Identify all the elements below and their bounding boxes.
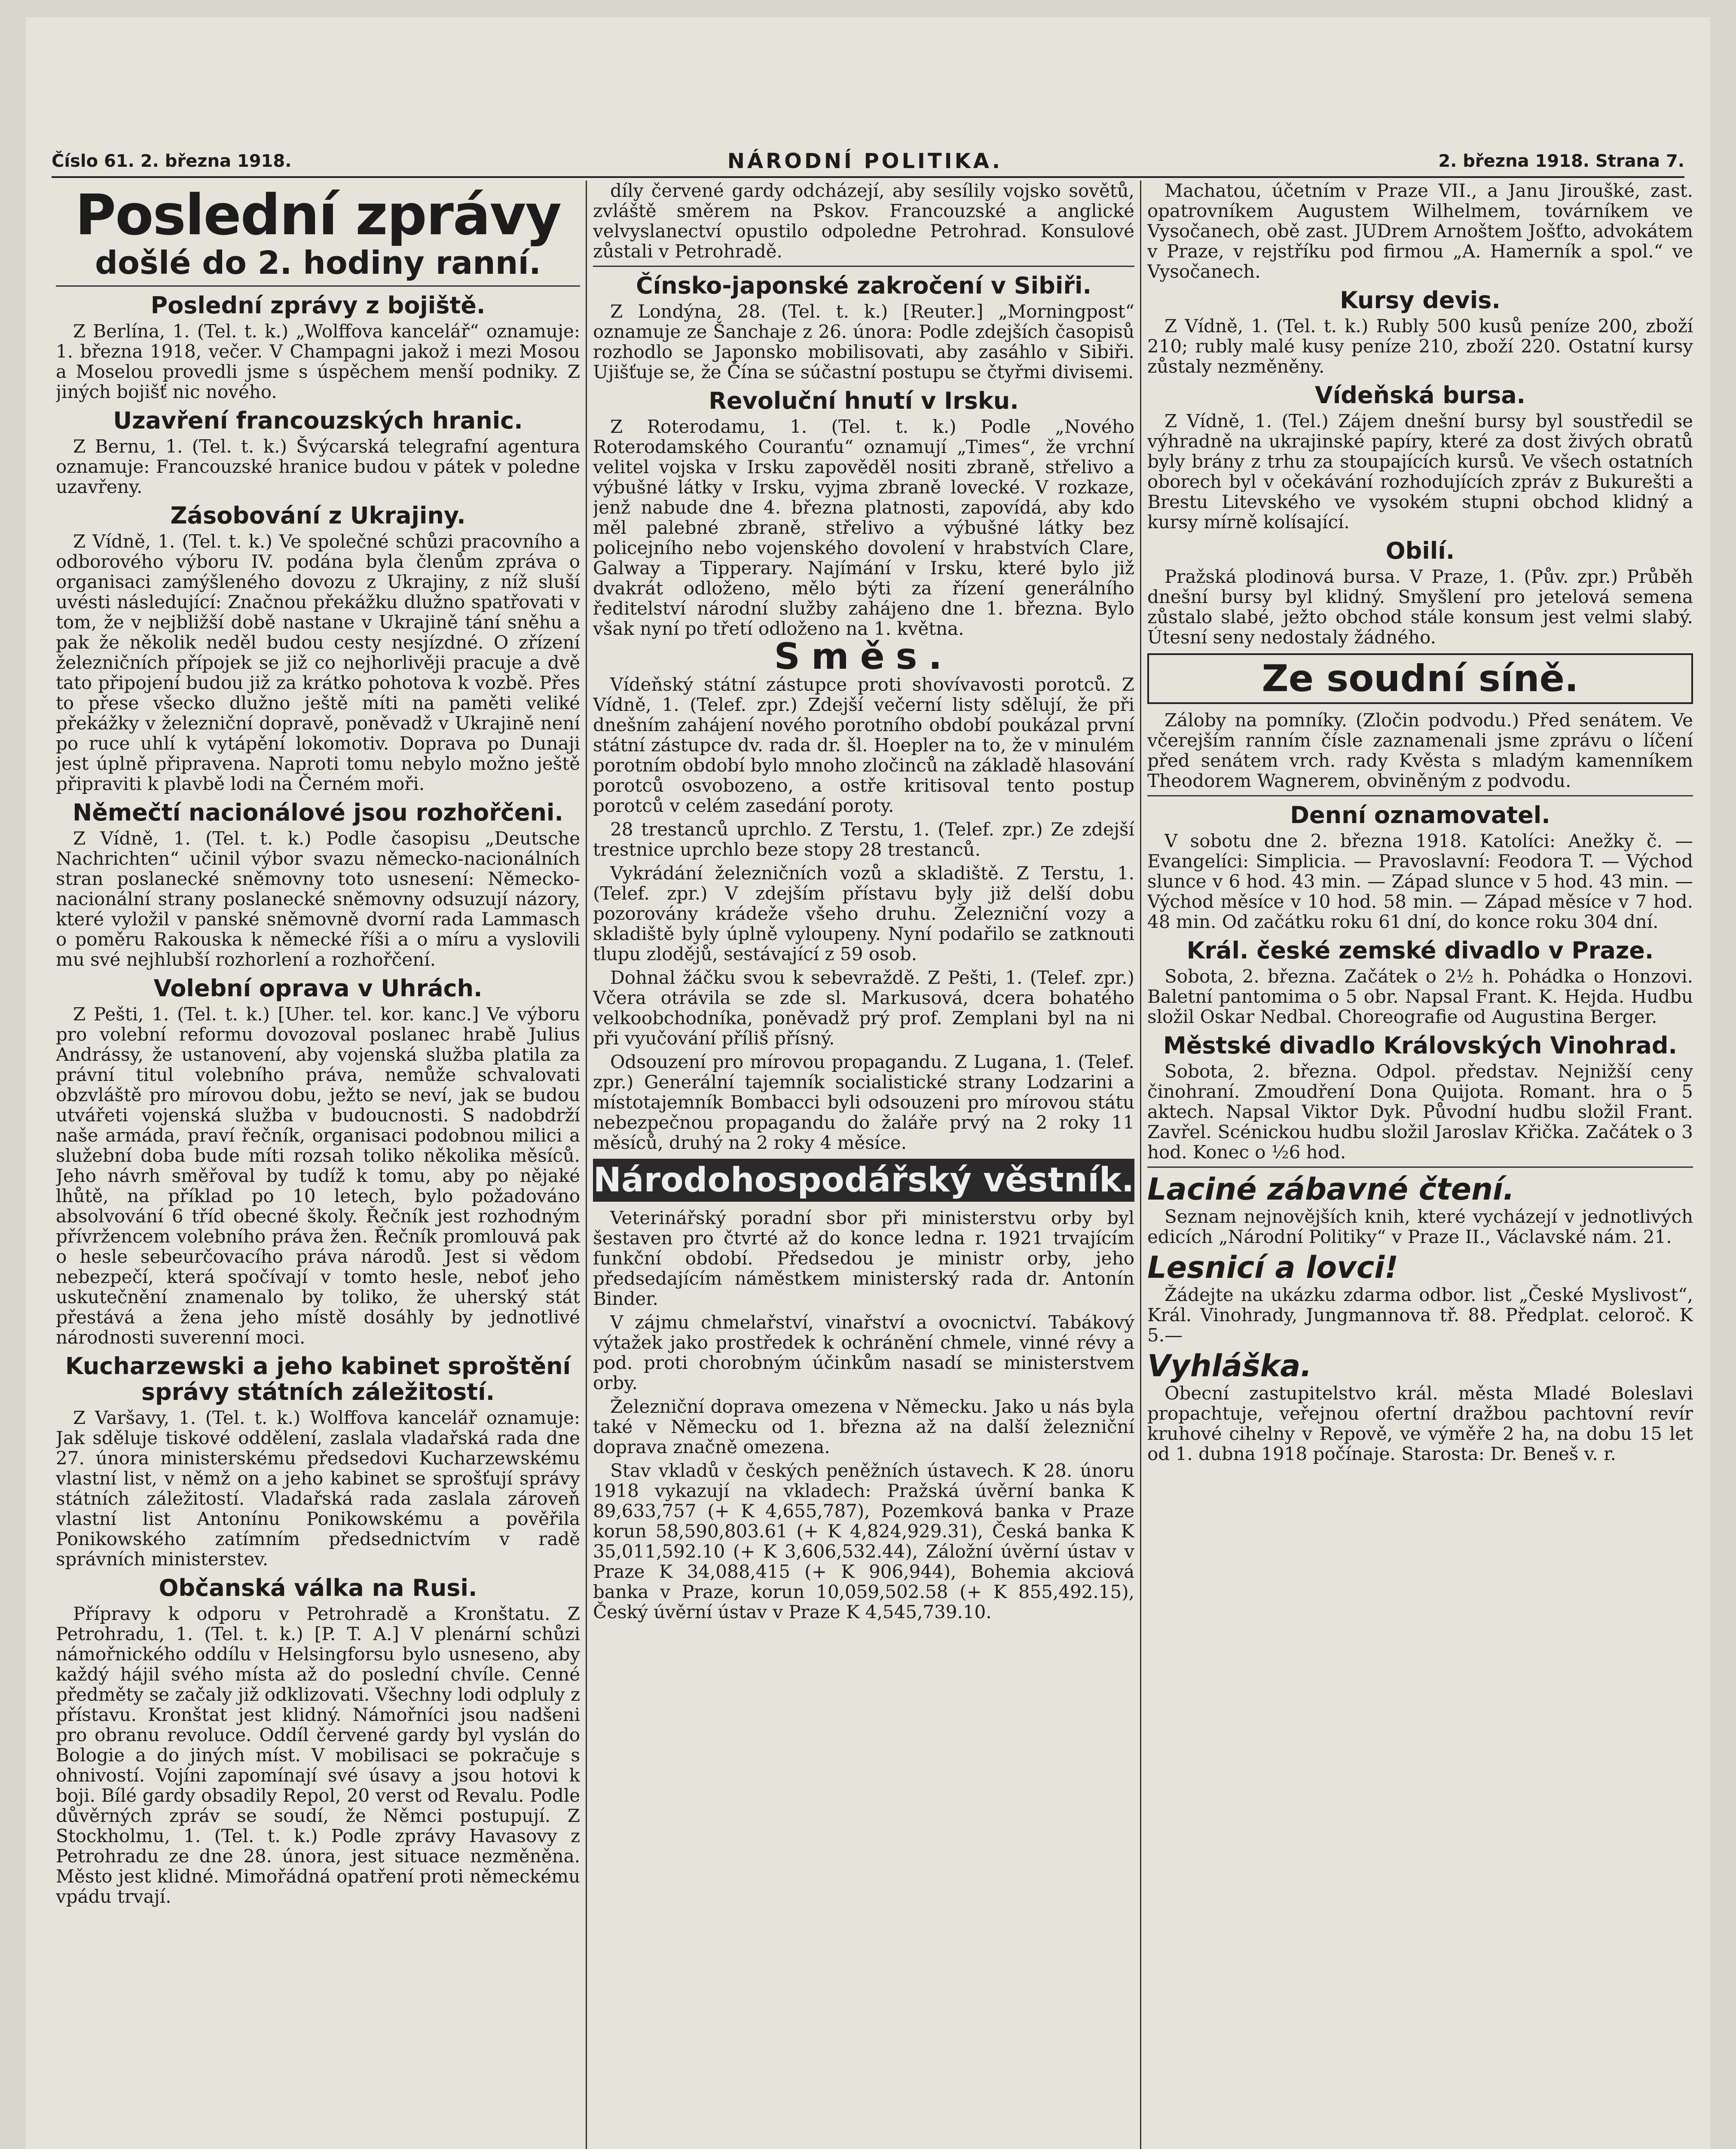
article-text: Z Berlína, 1. (Tel. t. k.) „Wolffova kancelář“ oznamuje: 1. března 1918, večer. V Champagni jakož i mezi Mosou a Moselou provedli jsme s úspěchem menší podniky. Z jiných bojišť nic nového.: [56, 321, 580, 402]
ad-text: Obecní zastupitelstvo král. města Mladé Boleslavi propachtuje, veřejnou ofertní dražbou pachtovní revír kruhové cihelny v Repově, ve výměře 2 ha, na dobu 15 let od 1. dubna 1918 počínaje. Starosta: Dr. Beneš v. r.: [1147, 1383, 1693, 1464]
continued-text: Machatou, účetním v Praze VII., a Janu Jiroušké, zast. opatrovníkem Augustem Wilhelmem, továrníkem ve Vysočanech, obě zast. JUDrem Arnoštem Jošťto, advokátem v Praze, v rejstříku pod firmou „A. Hamerník a spol.“ ve Vysočanech.: [1147, 181, 1693, 282]
theatre-text: V sobotu dne 2. března 1918. Katolíci: Anežky č. — Evangelíci: Simplicia. — Pravoslavní: Feodora T. — Východ slunce v 6 hod. 43 min. — Západ slunce v 5 hod. 43 min. — Východ měsíce v 10 hod. 58 min. — Západ měsíce v 7 hod. 48 min. Od začátku roku 61 dní, do konce roku 304 dní.: [1147, 830, 1693, 932]
article-heading: Vídeňská bursa.: [1314, 382, 1526, 409]
article-text: Přípravy k odporu v Petrohradě a Kronštatu. Z Petrohradu, 1. (Tel. t. k.) [P. T. A.] V plenární schůzi námořnického oddílu v Helsingforsu bylo usneseno, aby každý hájil svého místa až do poslední chvíle. Cenné předměty se začaly již odklizovati. Všechny lodi odpluly z přístavu. Kronštat jest klidný. Námořníci jsou nadšeni pro obranu revoluce. Oddíl červené gardy byl vyslán do Bologie a do jiných míst. V mobilisaci se pokračuje s ohnivostí. Vojíni zapomínají své úsavy a jsou hotovi k boji. Bílé gardy obsadily Repol, 20 verst od Revalu. Podle důvěrných zpráv se soudí, že Němci postupují. Z Stockholmu, 1. (Tel. t. k.) Podle zprávy Havasovy z Petrohradu ze dne 28. února, jest situace nezměněna. Město jest klidné. Mimořádná opatření proti německému vpádu trvají.: [56, 1603, 580, 1907]
article-heading: Uzavření francouzských hranic.: [113, 407, 523, 434]
economy-item: V zájmu chmelařství, vinařství a ovocnictví. Tabákový výtažek jako prostředek k ochránění chmele, vinné révy a pod. proti chorobným účinkům nasadí se ministerstvem orby.: [593, 1312, 1134, 1393]
theatre-heading: Král. české zemské divadlo v Praze.: [1186, 937, 1654, 964]
article-text: Z Bernu, 1. (Tel. t. k.) Švýcarská telegrafní agentura oznamuje: Francouzské hranice budou v pátek v poledne uzavřeny.: [56, 436, 580, 497]
misc-item: Odsouzení pro mírovou propagandu. Z Lugana, 1. (Telef. zpr.) Generální tajemník socialistické strany Lodzarini a místotajemník Bombacci byli odsouzeni pro mírovou státu nebezpečnou propagandu do žaláře prvý na 2 roky 11 měsíců, druhý na 2 roky 4 měsíce.: [593, 1051, 1134, 1153]
court-title: Ze soudní síně.: [1147, 653, 1693, 704]
divider: [1147, 795, 1693, 796]
column-rule: [1140, 181, 1141, 2149]
continued-text: díly červené gardy odcházejí, aby sesílily vojsko sovětů, zvláště směrem na Pskov. Francouzské a anglické velvyslanectví opustilo odpoledne Petrohrad. Konsulové zůstali v Petrohradě.: [593, 181, 1134, 262]
article-heading: Kucharzewski a jeho kabinet sproštění správy státních záležitostí.: [65, 1353, 571, 1405]
court-text: Záloby na pomníky. (Zločin podvodu.) Před senátem. Ve včerejším ranním čísle zaznamenali jsme zprávu o líčení před senátem vrch. rady Kvěsta s mladým kamenníkem Theodorem Wagnerem, obviněným z podvodu.: [1147, 710, 1693, 791]
misc-item: Vykrádání železničních vozů a skladiště. Z Terstu, 1. (Telef. zpr.) V zdejším přístavu byly již delší dobu pozorovány krádeže všeho druhu. Železniční vozy a skladiště byly úplně vyloupeny. Nyní podařilo se zatknouti tlupu zlodějů, sestávající z 59 osob.: [593, 863, 1134, 964]
ad-text: Žádejte na ukázku zdarma odbor. list „České Myslivost“, Král. Vinohrady, Jungmannova tř. 88. Předplat. celoroč. K 5.—: [1147, 1284, 1693, 1346]
page-number: 2. března 1918. Strana 7.: [1438, 151, 1684, 171]
article-text: Z Varšavy, 1. (Tel. t. k.) Wolffova kancelář oznamuje: Jak sděluje tiskové oddělení, zaslala vladařská rada dne 27. února ministerskému předsedovi Kucharzewskému vlastní list, v němž on a jeho kabinet se sprošťují správy státních záležitostí. Vladařská rada zaslala zároveň vlastní list Antonínu Ponikowskému a pověřila Ponikowského zatímním předsednictvím v radě správních ministerstev.: [56, 1407, 580, 1570]
latest-news-title: Poslední zprávy: [75, 182, 561, 248]
theatre-heading: Městské divadlo Královských Vinohrad.: [1163, 1032, 1677, 1059]
article-text: Z Londýna, 28. (Tel. t. k.) [Reuter.] „Morningpost“ oznamuje ze Šanchaje z 26. února: Podle zdejších časopisů rozhodlo se Japonsko mobilisovati, aby zasáhlo v Sibiři. Ujišťuje se, že Čína se súčastní postupu se čtyřmi divisemi.: [593, 301, 1134, 383]
article-heading: Němečtí nacionálové jsou rozhořčeni.: [73, 799, 563, 826]
newspaper-page: [26, 17, 1710, 2149]
economy-item: Železniční doprava omezena v Německu. Jako u nás byla také v Německu od 1. března až na další železniční doprava značně omezena.: [593, 1396, 1134, 1457]
issue-info: Číslo 61. 2. března 1918.: [52, 151, 292, 171]
misc-item: Vídeňský státní zástupce proti shovívavosti porotců. Z Vídně, 1. (Telef. zpr.) Zdejší večerní listy sdělují, že při dnešním zahájení nového porotního období poukázal první státní zástupce dv. rada dr. šl. Hoepler na to, že v minulém porotním období bylo mnoho zločinců na základě hlasování porotců osvobozeno, a ostře kritisoval tento postup porotců v celém zasedání poroty.: [593, 674, 1134, 816]
article-text: Z Roterodamu, 1. (Tel. t. k.) Podle „Nového Roterodamského Couranťu“ oznamují „Times“, že vrchní velitel vojska v Irsku zapověděl nositi zbraně, střelivo a výbušné látky v Irsku, vyjma zbraně lovecké. V rozkaze, jenž nabude dne 4. března platnosti, zapovídá, aby kdo měl palebné zbraně, střelivo a výbušné látky bez policejního nebo vojenského dovolení v hrabstvích Clare, Galway a Tipperary. Najímání v Irsku, které bylo již dvakrát odloženo, mělo býti za řízení generálního ředitelství národní služby zahájeno dne 1. března. Bylo však nyní po třetí odloženo na 1. května.: [593, 416, 1134, 639]
news-list: [56, 293, 580, 1907]
column-1: [56, 181, 580, 2149]
ad-heading: Lesnicí a lovci!: [1147, 1250, 1399, 1285]
article-heading: Obilí.: [1385, 537, 1455, 564]
article-heading: Zásobování z Ukrajiny.: [170, 502, 466, 529]
article-heading: Volební oprava v Uhrách.: [153, 975, 483, 1002]
misc-item: 28 trestanců uprchlo. Z Terstu, 1. (Telef. zpr.) Ze zdejší trestnice uprchlo beze stopy 28 trestanců.: [593, 819, 1134, 860]
divider: [1147, 1166, 1693, 1168]
misc-item: Dohnal žáčku svou k sebevraždě. Z Pešti, 1. (Telef. zpr.) Včera otrávila se zde sl. Markusová, dcera bohatého velkoobchodníka, poněvadž prý prof. Zemplani byl na ni při vyučování příliš přísný.: [593, 967, 1134, 1049]
article-text: Z Vídně, 1. (Tel. t. k.) Ve společné schůzi pracovního a odborového výboru IV. podána byla členům zpráva o organisaci zamýšleného dovozu z Ukrajiny, z níž sluší uvésti následující: Značnou překážku dlužno spatřovati v tom, že v nejbližší době nastane v Ukrajině tání sněhu a pak že několik neděl budou cesty nesjízdné. O zřízení železničních přípojek se již co nejhorlivěji pracuje a dvě tato připojení budou již za krátko pohotova k vozbě. Přes to přese všecko dlužno ještě míti na paměti veliké překážky v železniční dopravě, poněvadž v Ukrajině není po ruce uhlí k vytápění lokomotiv. Doprava po Dunaji jest úplně připravena. Naproti tomu nebylo možno ještě připraviti k plavbě lodi na Černém moři.: [56, 531, 580, 794]
ad-heading: Vyhláška.: [1147, 1348, 1312, 1384]
theatre-text: Sobota, 2. března. Odpol. představ. Nejnižší ceny činohraní. Zmoudření Dona Quijota. Romant. hra o 5 aktech. Napsal Viktor Dyk. Původní hudbu složil Frant. Zavřel. Scénickou hudbu složil Jaroslav Křička. Začátek o 3 hod. Konec o ½6 hod.: [1147, 1061, 1693, 1163]
latest-news-subtitle: došlé do 2. hodiny ranní.: [56, 245, 580, 287]
article-heading: Občanská válka na Rusi.: [159, 1574, 477, 1601]
article-text: Z Vídně, 1. (Tel. t. k.) Podle časopisu „Deutsche Nachrichten“ učinil výbor svazu německo-nacionálních stran poslanecké sněmovny toto usnesení: Německo-nacionální strany poslanecké sněmovny odsuzují názory, které vyložil v panské sněmovně dvorní rada Lammasch o poměru Rakouska k německé říši a o míru a vyslovili mu své nejhlubší rozhorlení a rozhořčení.: [56, 828, 580, 970]
article-heading: Kursy devis.: [1340, 287, 1501, 314]
ad-heading: Laciné zábavné čtení.: [1147, 1172, 1515, 1207]
article-heading: Revoluční hnutí v Irsku.: [709, 387, 1019, 414]
ad-text: Seznam nejnovějších knih, které vycházejí v jednotlivých edicích „Národní Politiky“ v Praze II., Václavské nám. 21.: [1147, 1206, 1693, 1247]
economy-item: Veterinářský poradní sbor při ministerstvu orby byl šestaven pro čtvrté až do konce ledna r. 1921 trvajícím funkční období. Předsedou je ministr orby, jeho předsedajícím náměstkem ministerský rada dr. Antonín Binder.: [593, 1207, 1134, 1309]
column-3: [1147, 181, 1693, 2149]
theatre-text: Sobota, 2. března. Začátek o 2½ h. Pohádka o Honzovi. Baletní pantomima o 5 obr. Napsal Frant. K. Hejda. Hudbu složil Oskar Nedbal. Choreografie od Augustina Berger.: [1147, 966, 1693, 1027]
economy-item: Stav vkladů v českých peněžních ústavech. K 28. únoru 1918 vykazují na vkladech: Pražská úvěrní banka K 89,633,757 (+ K 4,655,787), Pozemková banka v Praze korun 58,590,803.61 (+ K 4,824,929.31), Česká banka K 35,011,592.10 (+ K 3,606,532.44), Záložní úvěrní ústav v Praze K 34,088,415 (+ K 906,944), Bohemia akciová banka v Praze, korun 10,059,502.58 (+ K 855,492.15), Český úvěrní ústav v Praze K 4,545,739.10.: [593, 1460, 1134, 1622]
masthead: NÁRODNÍ POLITIKA.: [727, 149, 1002, 173]
article-text: Z Vídně, 1. (Tel.) Zájem dnešní bursy byl soustředil se výhradně na ukrajinské papíry, které za dost živých obratů byly brány z trhu za stoupajících kursů. Ve všech ostatních oborech byl v očekávání rozhodujících zpráv z Bukurešti a Brestu Litevského ve vysokém stupni obchod klidný a kursy mírně kolísající.: [1147, 410, 1693, 533]
divider: [593, 266, 1134, 267]
column-2: [593, 181, 1134, 2149]
article-text: Pražská plodinová bursa. V Praze, 1. (Pův. zpr.) Průběh dnešní bursy byl klidný. Smyšlení pro jetelová semena zůstalo slabé, ježto obchod stále konsum jest velmi slabý. Útesní seny nedostaly žádného.: [1147, 566, 1693, 648]
article-text: Z Pešti, 1. (Tel. t. k.) [Uher. tel. kor. kanc.] Ve výboru pro volební reformu dovozoval poslanec hrabě Julius Andrássy, že ustanovení, aby vojenská služba platila za právní titul volebního práva, nemůže schvalovati obzvláště pro mírovou dobu, ježto se neví, jak se budou utvářeti vojenská služba v budoucnosti. S nadobdrží naše armáda, praví řečník, organisaci podobnou milici a služební doba bude míti rozsah toliko několika měsíců. Jeho návrh směřoval by tudíž k tomu, aby po nějaké lhůtě, na příklad po 10 letech, bylo požadováno absolvování 6 tříd obecné školy. Řečník jest rozhodným přívržencem volebního práva žen. Řečník promlouvá pak o hesle sebeurčovacího práva národů. Jest si vědom nebezpečí, která spočívají v tomto hesle, neboť jeho uskutečnění znamenalo by toliko, že uherský stát přestává a žena jeho místě dosáhly by jednotlivé národnosti suverenní moci.: [56, 1004, 580, 1348]
page-header: [52, 146, 1684, 178]
article-heading: Čínsko-japonské zakročení v Sibiři.: [636, 272, 1091, 299]
theatre-heading: Denní oznamovatel.: [1290, 802, 1550, 829]
column-rule: [586, 181, 587, 2149]
article-heading: Poslední zprávy z bojiště.: [150, 292, 486, 319]
economy-title: Národohospodářský věstník.: [593, 1159, 1134, 1202]
article-text: Z Vídně, 1. (Tel. t. k.) Rubly 500 kusů peníze 200, zboží 210; rubly malé kusy peníze 210, zboží 220. Ostatní kursy zůstaly nezměněny.: [1147, 315, 1693, 377]
miscellany-title: Směs.: [774, 635, 954, 677]
